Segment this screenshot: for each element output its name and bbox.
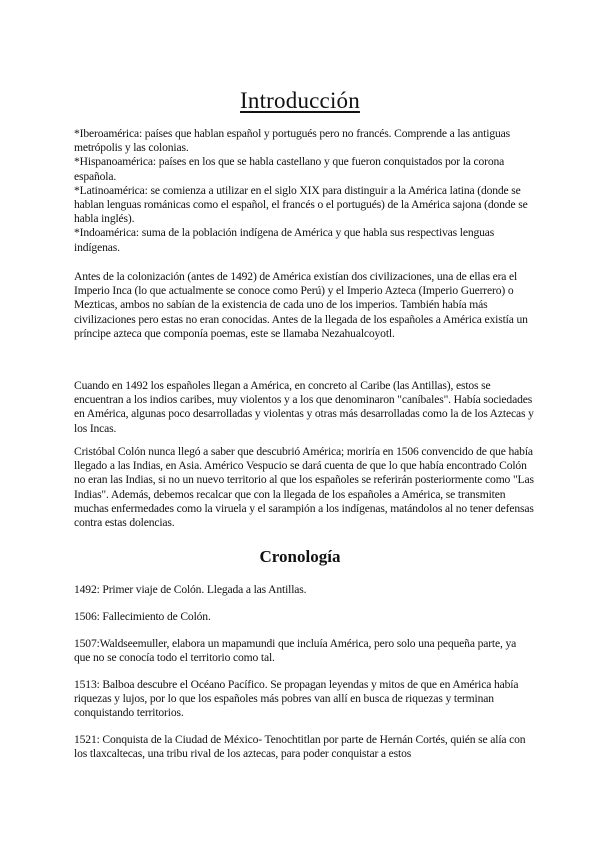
chronology-entry-1506: 1506: Fallecimiento de Colón. <box>74 610 211 623</box>
definition-hispanoamerica: *Hispanoamérica: países en los que se habla castellano y que fueron conquistados por la corona española. <box>74 155 505 183</box>
definitions-block <box>74 127 534 255</box>
paragraph-arrival-1492: Cuando en 1492 los españoles llegan a América, en concreto al Caribe (las Antillas), estos se encuentran a los indios caribes, muy violentos y a los que denominaron "caníbales". Había sociedades en América, algunas poco desarrolladas y violentas y otras más desarrolladas como la de los Aztecas y los Incas. <box>74 379 534 435</box>
definition-iberoamerica: *Iberoamérica: países que hablan español y portugués pero no francés. Comprende a las antiguas metrópolis y las colonias. <box>74 127 510 155</box>
definition-indoamerica: *Indoamérica: suma de la población indígena de América y que habla sus respectivas lenguas indígenas. <box>74 226 495 254</box>
definition-latinoamerica: *Latinoamérica: se comienza a utilizar en el siglo XIX para distinguir a la América latina (donde se hablan lenguas románicas como el español, el francés o el portugués) de la América sajona (donde se habla inglés). <box>74 183 528 226</box>
page-title: Introducción <box>240 88 360 113</box>
chronology-entry-1492: 1492: Primer viaje de Colón. Llegada a las Antillas. <box>74 583 307 596</box>
chronology-heading: Cronología <box>259 547 341 566</box>
chronology-entry-1513: 1513: Balboa descubre el Océano Pacífico. Se propagan leyendas y mitos de que en América había riquezas y lujos, por lo que los españoles más pobres van allí en busca de riquezas y terminan conquistando territorios. <box>74 678 519 720</box>
paragraph-columbus: Cristóbal Colón nunca llegó a saber que descubrió América; moriría en 1506 convencido de que había llegado a las Indias, en Asia. Américo Vespucio se dará cuenta de que lo que había encontrado Colón no eran las Indias, si no un nuevo territorio al que los españoles se referirán posteriormente como "Las Indias". Además, debemos recalcar que con la llegada de los españoles a América, se transmiten muchas enfermedades como la viruela y el sarampión a los indígenas, matándolos al no tener defensas contra estas dolencias. <box>74 445 534 530</box>
chronology-entry-1507: 1507:Waldseemuller, elabora un mapamundi que incluía América, pero solo una pequeña parte, ya que no se conocía todo el territorio como tal. <box>74 637 517 665</box>
paragraph-pre-colonization: Antes de la colonización (antes de 1492) de América existían dos civilizaciones, una de ellas era el Imperio Inca (lo que actualmente se conoce como Perú) y el Imperio Azteca (Imperio Guerrero) o Mezticas, ambos no sabían de la existencia de cada uno de los imperios. También había más civilizaciones pero estas no eran conocidas. Antes de la llegada de los españoles a América existía un príncipe azteca que componía poemas, este se llamaba Nezahualcoyotl. <box>74 270 528 340</box>
chronology-entry-1521: 1521: Conquista de la Ciudad de México- Tenochtitlan por parte de Hernán Cortés, quién se alía con los tlaxcaltecas, una tribu rival de los aztecas, para poder conquistar a estos <box>74 733 526 761</box>
